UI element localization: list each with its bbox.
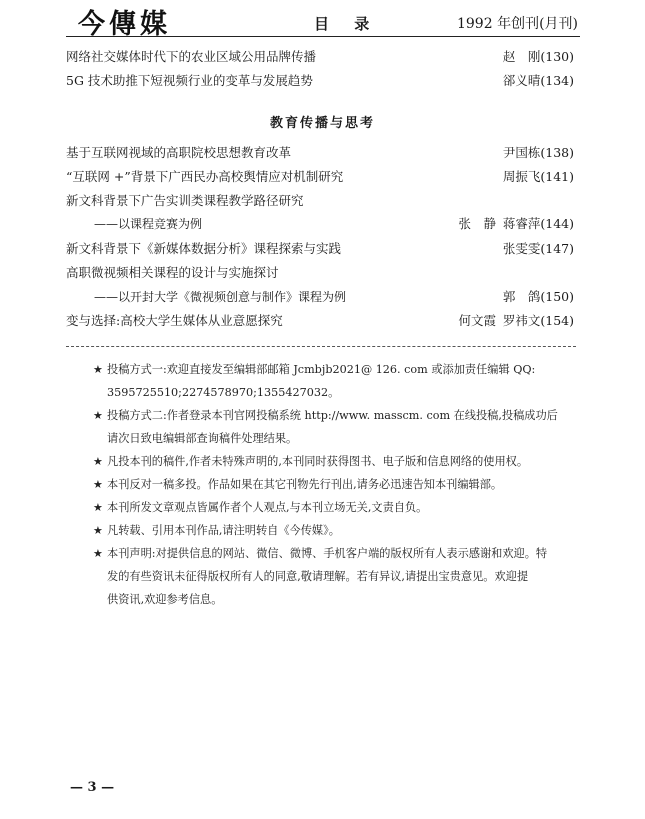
toc-entry-subtitle[interactable]	[66, 287, 574, 307]
star-icon: ★	[93, 524, 104, 537]
notice-line: 本刊反对一稿多投。作品如果在其它刊物先行刊出,请务必迅速告知本刊编辑部。	[107, 478, 503, 491]
page-number: — 3 —	[70, 780, 115, 795]
notice-item	[93, 496, 563, 519]
toc-entry-author-page: 郤义晴(134)	[502, 73, 574, 88]
toc-entry-author-first: 何文霞	[458, 313, 496, 328]
toc-entry-author-page: 尹国栋(138)	[502, 145, 574, 160]
toc-entry-author-page: 张雯雯(147)	[502, 241, 574, 256]
notice-line: 凡投本刊的稿件,作者未特殊声明的,本刊同时获得图书、电子版和信息网络的使用权。	[107, 455, 529, 468]
journal-logo: 今傳媒	[78, 9, 171, 40]
toc-entry-author-page: 周振飞(141)	[502, 169, 574, 184]
toc-entry[interactable]	[66, 143, 574, 163]
toc-entry-title: 新文科背景下广告实训类课程教学路径研究	[66, 193, 304, 208]
toc-entry-subtitle-text: ——以课程竞赛为例	[94, 217, 203, 231]
contents-title: 目 录	[314, 15, 380, 33]
toc-entry-subtitle-text: ——以开封大学《微视频创意与制作》课程为例	[94, 290, 347, 304]
notice-line: 投稿方式二:作者登录本刊官网投稿系统 http://www. masscm. com 在线投稿,投稿成功后	[107, 409, 558, 422]
star-icon: ★	[93, 409, 104, 422]
notice-line: 投稿方式一:欢迎直接发至编辑部邮箱 Jcmbjb2021@ 126. com 或添加责任编辑 QQ:	[107, 363, 536, 376]
toc-entry[interactable]	[66, 47, 574, 67]
star-icon: ★	[93, 363, 104, 376]
toc-entry[interactable]	[66, 263, 574, 283]
toc-entry-author-page: 罗祎文(154)	[502, 313, 574, 328]
notice-item	[93, 542, 563, 611]
notice-line: 凡转载、引用本刊作品,请注明转自《今传媒》。	[107, 524, 340, 537]
star-icon: ★	[93, 501, 104, 514]
toc-entry[interactable]	[66, 311, 574, 331]
dashed-divider	[66, 346, 576, 347]
notice-line: 3595725510;2274578970;1355427032。	[107, 386, 340, 399]
star-icon: ★	[93, 547, 104, 560]
toc-entry-title: 网络社交媒体时代下的农业区域公用品牌传播	[66, 49, 317, 64]
notice-item	[93, 450, 563, 473]
notice-line: 本刊声明:对提供信息的网站、微信、微博、手机客户端的版权所有人表示感谢和欢迎。特	[107, 547, 548, 560]
star-icon: ★	[93, 455, 104, 468]
toc-entry[interactable]	[66, 191, 574, 211]
notice-line: 本刊所发文章观点皆属作者个人观点,与本刊立场无关,文责自负。	[107, 501, 428, 514]
page-header	[66, 4, 580, 40]
notice-item	[93, 519, 563, 542]
toc-entry-author-page: 郭 鸽(150)	[502, 289, 574, 304]
notice-line: 供资讯,欢迎参考信息。	[107, 593, 223, 606]
toc-entry-author-page: 蒋睿萍(144)	[502, 216, 574, 231]
founding-info: 1992 年创刊(月刊)	[456, 16, 578, 32]
notice-item	[93, 358, 563, 404]
toc-entry[interactable]	[66, 167, 574, 187]
toc-entry[interactable]	[66, 71, 574, 91]
notice-item	[93, 404, 563, 450]
toc-entry[interactable]	[66, 239, 574, 259]
toc-entry-title: 基于互联网视域的高职院校思想教育改革	[66, 145, 292, 160]
toc-entry-title: 高职微视频相关课程的设计与实施探讨	[66, 265, 279, 280]
notice-item	[93, 473, 563, 496]
notice-list	[93, 358, 563, 611]
toc-entry-author-first: 张 静	[458, 216, 496, 231]
toc-entry-author-page: 赵 刚(130)	[502, 49, 574, 64]
toc-entry-title: “互联网 +”背景下广西民办高校舆情应对机制研究	[66, 169, 344, 184]
notice-line: 发的有些资讯未征得版权所有人的同意,敬请理解。若有异议,请提出宝贵意见。欢迎提	[107, 570, 529, 583]
section-heading: 教育传播与思考	[269, 116, 375, 131]
toc-entry-title: 新文科背景下《新媒体数据分析》课程探索与实践	[66, 241, 342, 256]
toc-entry-subtitle[interactable]	[66, 214, 574, 234]
star-icon: ★	[93, 478, 104, 491]
toc-entry-title: 5G 技术助推下短视频行业的变革与发展趋势	[66, 73, 313, 88]
notice-line: 请次日致电编辑部查询稿件处理结果。	[107, 432, 298, 445]
toc-entry-title: 变与选择:高校大学生媒体从业意愿探究	[66, 313, 283, 328]
